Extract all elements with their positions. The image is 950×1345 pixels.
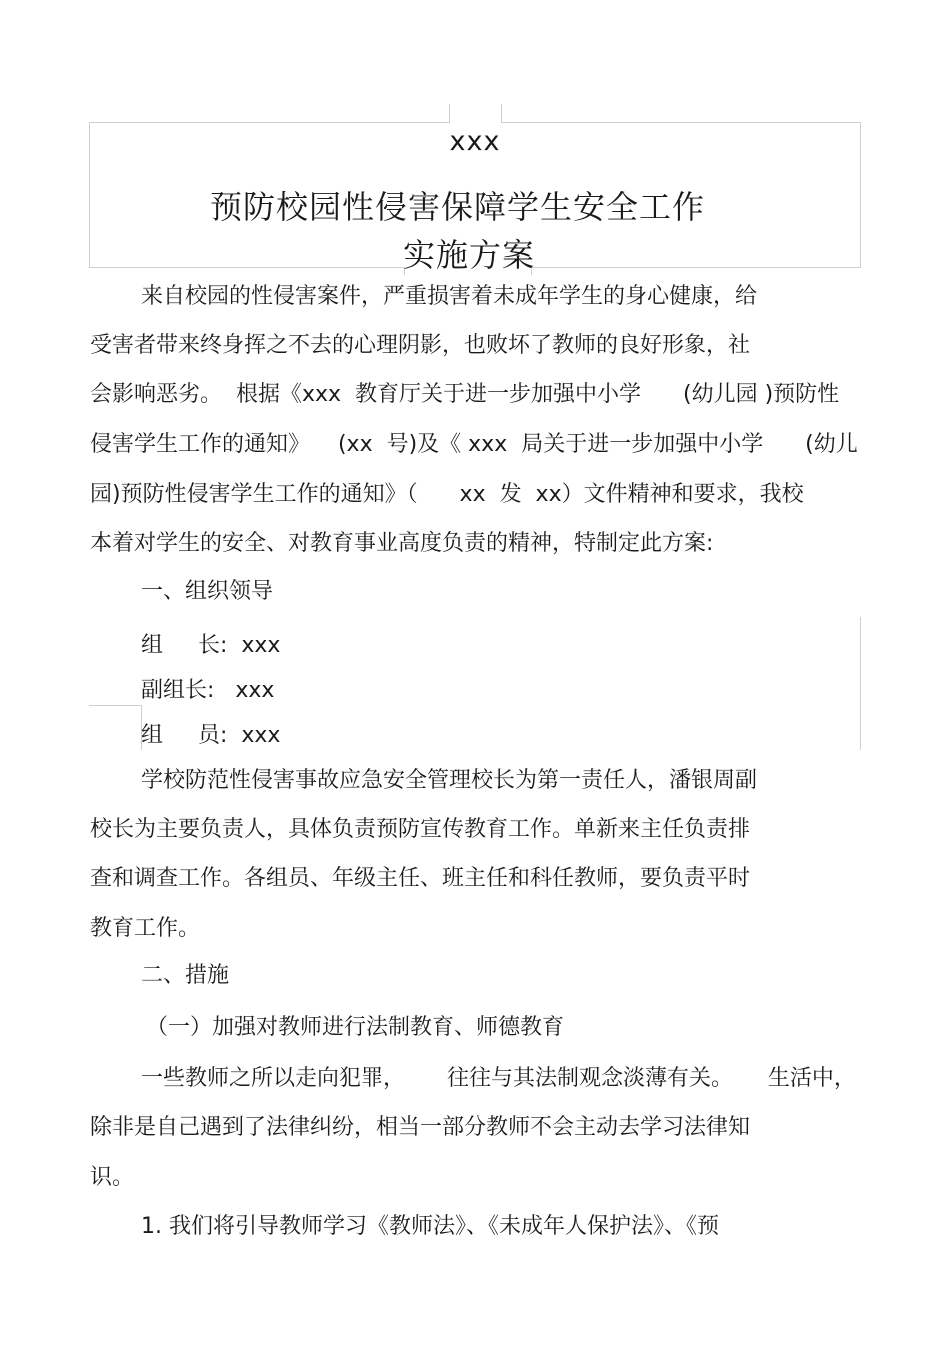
frame-list-corner-h bbox=[89, 705, 141, 706]
document-subtitle: 实施方案 bbox=[402, 236, 535, 274]
subsection-heading: （一）加强对教师进行法制教育、师德教育 bbox=[146, 1015, 565, 1040]
frame-tab-right bbox=[501, 104, 502, 123]
frame-top-right bbox=[501, 122, 861, 123]
frame-list-right bbox=[860, 617, 861, 750]
org-member-line: 副组长: xxx bbox=[141, 678, 275, 703]
body-line: 一些教师之所以走向犯罪， 往往与其法制观念淡薄有关。 生活中， bbox=[141, 1066, 856, 1091]
body-line: 受害者带来终身挥之不去的心理阴影，也败坏了教师的良好形象，社 bbox=[90, 333, 751, 358]
body-line: 查和调查工作。各组员、年级主任、班主任和科任教师，要负责平时 bbox=[90, 866, 751, 891]
body-line: 本着对学生的安全、对教育事业高度负责的精神，特制定此方案: bbox=[90, 531, 714, 556]
body-line: 1. 我们将引导教师学习《教师法》、《未成年人保护法》、《预 bbox=[141, 1214, 719, 1239]
section-heading: 一、组织领导 bbox=[141, 579, 274, 604]
body-line: 会影响恶劣。 根据《xxx 教育厅关于进一步加强中小学 (幼儿园 )预防性 bbox=[90, 382, 840, 407]
body-line: 识。 bbox=[90, 1165, 135, 1190]
body-line: 校长为主要负责人，具体负责预防宣传教育工作。单新来主任负责排 bbox=[90, 817, 751, 842]
org-member-line: 组 长: xxx bbox=[141, 633, 281, 658]
frame-tab-left bbox=[449, 104, 450, 123]
body-line: 来自校园的性侵害案件，严重损害着未成年学生的身心健康，给 bbox=[141, 284, 758, 309]
body-line: 学校防范性侵害事故应急安全管理校长为第一责任人，潘银周副 bbox=[141, 768, 758, 793]
document-org: xxx bbox=[449, 126, 501, 157]
body-line: 教育工作。 bbox=[90, 916, 201, 941]
body-line: 园)预防性侵害学生工作的通知》（ xx 发 xx）文件精神和要求，我校 bbox=[90, 482, 804, 507]
section-heading: 二、措施 bbox=[141, 963, 230, 988]
body-line: 侵害学生工作的通知》 (xx 号)及《 xxx 局关于进一步加强中小学 (幼儿 bbox=[90, 432, 858, 457]
body-line: 除非是自己遇到了法律纠纷，相当一部分教师不会主动去学习法律知 bbox=[90, 1115, 751, 1140]
document-title: 预防校园性侵害保障学生安全工作 bbox=[210, 188, 706, 226]
org-member-line: 组 员: xxx bbox=[141, 723, 281, 748]
frame-top-left bbox=[89, 122, 449, 123]
